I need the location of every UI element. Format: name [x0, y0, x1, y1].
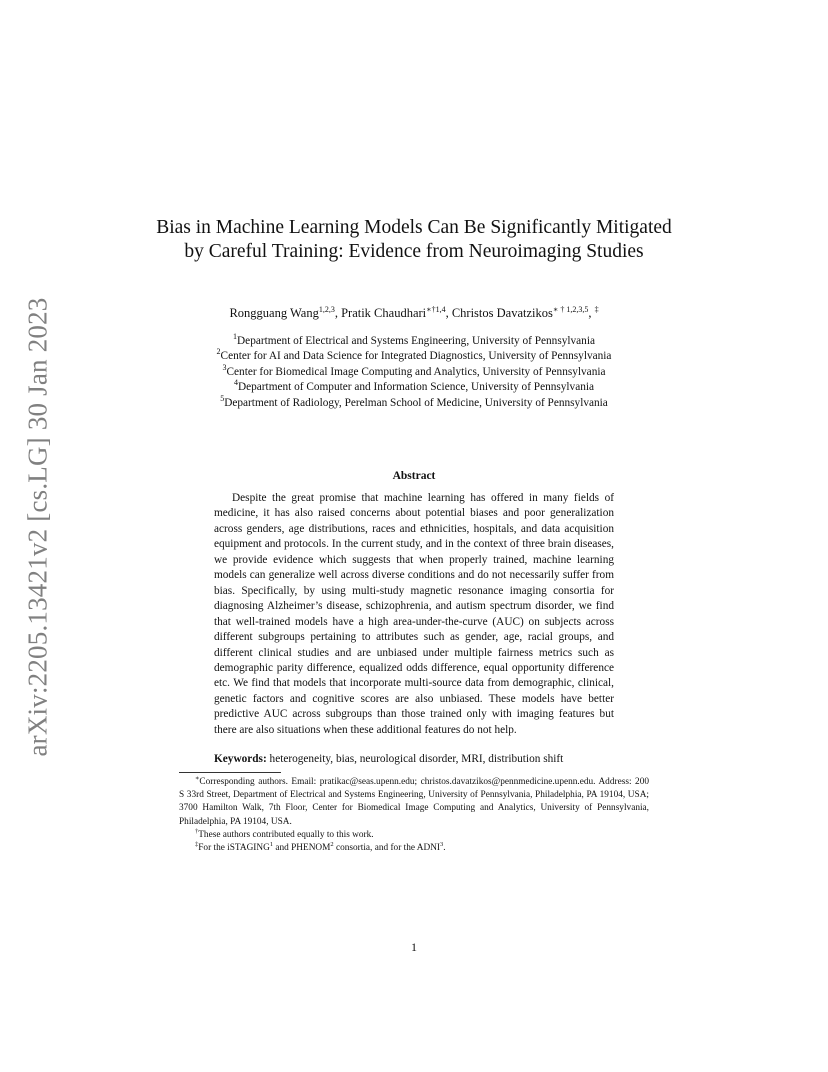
affiliation-line	[150, 334, 678, 349]
affiliation-number: 3	[222, 362, 227, 372]
footnote-corresponding-authors	[179, 776, 649, 829]
author-name: Rongguang Wang	[229, 306, 319, 320]
footnote-text: consortia, and for the ADNI	[333, 843, 441, 854]
footnote-mark: ∗	[195, 775, 200, 782]
abstract-heading: Abstract	[392, 470, 436, 482]
footnotes	[179, 776, 649, 855]
footnote-text: These authors contributed equally to this work.	[198, 829, 374, 840]
footnote-text: and PHENOM	[273, 843, 331, 854]
footnote-mark: ‡	[195, 841, 199, 849]
affiliation-text: Department of Electrical and Systems Engineering, University of Pennsylvania	[237, 335, 595, 347]
footnote-consortia	[179, 842, 649, 855]
author-name: Christos Davatzikos	[451, 306, 553, 320]
author-trailing-mark: ‡	[594, 305, 599, 314]
footnote-divider	[179, 772, 281, 773]
affiliation-line	[150, 380, 678, 395]
footnote-text: .	[443, 843, 446, 854]
footnote-reference-mark: 1	[269, 841, 274, 849]
affiliation-number: 1	[233, 332, 238, 341]
affiliation-list	[150, 334, 678, 411]
keywords-label: Keywords:	[214, 753, 267, 765]
affiliation-text: Center for Biomedical Image Computing and Analytics, University of Pennsylvania	[226, 365, 606, 378]
affiliation-line	[150, 393, 678, 411]
author-list: Rongguang Wang$^{1,2,3}$, Pratik Chaudhari$^{∗\dagger 1,4}$, Christos Davatzikos$^{∗ \dagger 1,2,3,5}$, ‡	[229, 305, 599, 320]
page-number: 1	[411, 940, 417, 954]
footnote-reference-mark: 2	[330, 841, 334, 849]
author-affiliation-marks: 1,2,3	[318, 305, 335, 314]
affiliation-number: 5	[220, 393, 225, 403]
keywords-text: heterogeneity, bias, neurological disorder, MRI, distribution shift	[269, 753, 564, 765]
arxiv-identifier-text: arXiv:2205.13421v2 [cs.LG] 30 Jan 2023	[22, 297, 53, 757]
affiliation-line	[150, 362, 678, 380]
footnote-equal-contribution	[179, 829, 649, 842]
author-affiliation-marks: ∗†1,4	[426, 305, 446, 314]
affiliation-number: 2	[216, 347, 221, 357]
arxiv-identifier-stamp	[14, 292, 62, 762]
footnote-reference-mark: 3	[440, 841, 444, 849]
paper-title: Bias in Machine Learning Models Can Be Significantly Mitigated by Careful Training: Evidence from Neuroimaging Studies	[156, 217, 672, 262]
author-affiliation-marks: ∗ † 1,2,3,5	[552, 305, 589, 314]
author-name: Pratik Chaudhari	[341, 306, 427, 320]
footnote-text: For the iSTAGING	[198, 843, 270, 854]
keywords-line	[214, 753, 634, 765]
footnote-mark: †	[195, 827, 199, 835]
affiliation-text: Department of Radiology, Perelman School of Medicine, University of Pennsylvania	[224, 396, 608, 409]
abstract-body: Despite the great promise that machine learning has offered in many fields of medicine, it has also raised concerns about potential biases and poor generalization across genders, age distributions, races and ethnicities, hospitals, and data acquisition equipment and protocols. In the current study, and in the context of three brain diseases, we provide evidence which suggests that when properly trained, machine learning models can generalize well across diverse conditions and do not necessarily suffer from bias. Specifically, by using multi-study magnetic resonance imaging consortia for diagnosing Alzheimer’s disease, schizophrenia, and autism spectrum disorder, we find that well-trained models have a high area-under-the-curve (AUC) on subjects across different subgroups pertaining to attributes such as gender, age, racial groups, and different clinical studies and are unbiased under multiple fairness metrics such as demographic parity difference, equalized odds difference, equal opportunity difference etc. We find that models that incorporate multi-source data from demographic, clinical, genetic factors and cognitive scores are also unbiased. These models have better predictive AUC across subgroups than those trained only with imaging features but there are also situations when these additional features do not help.	[214, 492, 614, 736]
footnote-text: Corresponding authors. Email: pratikac@seas.upenn.edu; christos.davatzikos@pennmedicine.upenn.edu. Address: 200 S 33rd Street, Department of Electrical and Systems Engineering, University of Pennsylvania, Philadelphia, PA 19104, USA; 3700 Hamilton Walk, 7th Floor, Center for Biomedical Image Computing and Analytics, University of Pennsylvania, Philadelphia, PA 19104, USA.	[179, 777, 649, 827]
affiliation-number: 4	[233, 378, 238, 388]
affiliation-text: Center for AI and Data Science for Integrated Diagnostics, University of Pennsylvania	[220, 350, 612, 363]
affiliation-text: Department of Computer and Information Science, University of Pennsylvania	[237, 381, 595, 394]
affiliation-line	[150, 349, 678, 364]
